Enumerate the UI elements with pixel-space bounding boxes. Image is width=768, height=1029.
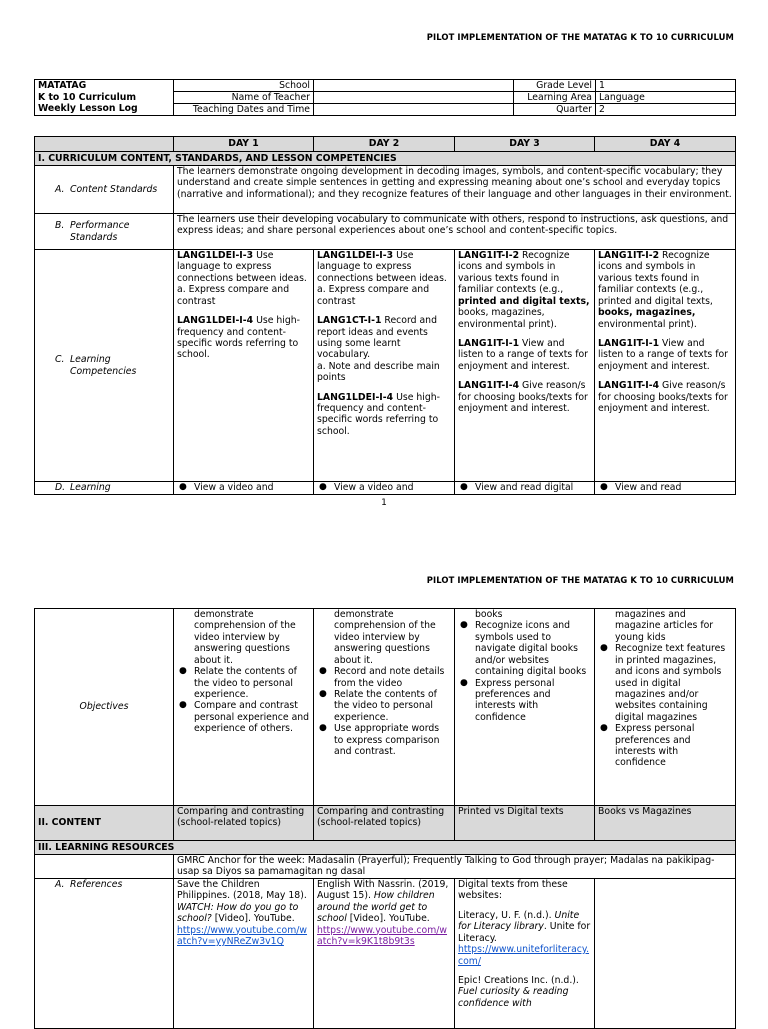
references-day-2: English With Nassrin. (2019, August 15). How children around the world get to school [Video]. YouTube. https://www.youtube.com/watch?v=k9K1t8b9t3s — [314, 879, 455, 1029]
competencies-day-2: LANG1LDEI-I-3 Use language to express connections between ideas. a. Express compare and contrast LANG1CT-I-1 Record and report ideas and events using some learnt vocabulary. a. Note and describe main points LANG1LDEI-I-4 Use high-frequency and content-specific words referring to school. — [314, 250, 455, 482]
objectives-day-4: magazines and magazine articles for young kids ● Recognize text features in printed magazines, and icons and symbols used in digital magazines and/or websites containing digital magazines ● Express personal preferences and interests with confidence — [595, 609, 736, 806]
teacher-label: Name of Teacher — [174, 92, 314, 104]
day-1-header: DAY 1 — [174, 137, 314, 152]
page-header: PILOT IMPLEMENTATION OF THE MATATAG K TO 10 CURRICULUM — [426, 32, 734, 42]
content-day-3: Printed vs Digital texts — [455, 806, 595, 841]
learning-day-2: ● View a video and — [314, 482, 455, 495]
reference-link-day-1[interactable]: https://www.youtube.com/watch?v=yyNReZw3v1Q — [177, 924, 308, 948]
content-standards-text: The learners demonstrate ongoing development in decoding images, symbols, and content-specific vocabulary; they understand and create simple sentences in getting and expressing meaning about one’s school and everyday topics (narrative and informational); and they recognize features of their language and other languages in their environment. — [174, 166, 736, 214]
quarter-label: Quarter — [514, 104, 596, 116]
page-header: PILOT IMPLEMENTATION OF THE MATATAG K TO 10 CURRICULUM — [426, 575, 734, 585]
school-label: School — [174, 80, 314, 92]
school-value[interactable] — [314, 80, 514, 92]
competencies-day-3: LANG1IT-I-2 Recognize icons and symbols in various texts found in familiar contexts (e.g., printed and digital texts, books, magazines, environmental print). LANG1IT-I-1 View and listen to a range of texts for enjoyment and interest. LANG1IT-I-4 Give reason/s for choosing books/texts for enjoyment and interest. — [455, 250, 595, 482]
teacher-value[interactable] — [314, 92, 514, 104]
content-day-1: Comparing and contrasting (school-related topics) — [174, 806, 314, 841]
learning-competencies-label: C. Learning Competencies — [35, 250, 174, 482]
learning-area-label: Learning Area — [514, 92, 596, 104]
grade-level-label: Grade Level — [514, 80, 596, 92]
objectives-label: Objectives — [35, 609, 174, 806]
grade-level-value[interactable]: 1 — [596, 80, 736, 92]
section-learning-resources: III. LEARNING RESOURCES — [35, 841, 736, 855]
page-2 — [0, 512, 768, 1024]
day-3-header: DAY 3 — [455, 137, 595, 152]
competencies-day-1: LANG1LDEI-I-3 Use language to express connections between ideas. a. Express compare and contrast LANG1LDEI-I-4 Use high-frequency and content-specific words referring to school. — [174, 250, 314, 482]
gmrc-anchor: GMRC Anchor for the week: Madasalin (Prayerful); Frequently Talking to God through prayer; Madalas na pakikipag-usap sa Diyos sa pamamagitan ng dasal — [174, 855, 736, 879]
references-day-4 — [595, 879, 736, 1029]
corner-cell — [35, 137, 174, 152]
day-4-header: DAY 4 — [595, 137, 736, 152]
lesson-plan-table-page1 — [34, 136, 736, 495]
competencies-day-4: LANG1IT-I-2 Recognize icons and symbols in various texts found in familiar contexts (e.g., printed and digital texts, books, magazines, environmental print). LANG1IT-I-1 View and listen to a range of texts for enjoyment and interest. LANG1IT-I-4 Give reason/s for choosing books/texts for enjoyment and interest. — [595, 250, 736, 482]
references-day-3: Digital texts from these websites: Literacy, U. F. (n.d.). Unite for Literacy library. Unite for Literacy. https://www.uniteforliteracy.com/ Epic! Creations Inc. (n.d.). Fuel curiosity & reading confidence with — [455, 879, 595, 1029]
objectives-day-2: demonstrate comprehension of the video interview by answering questions about it. ● Record and note details from the video ● Relate the contents of the video to personal experience. ● Use appropriate words to express comparison and contrast. — [314, 609, 455, 806]
learning-area-value[interactable]: Language — [596, 92, 736, 104]
objectives-day-3: books ● Recognize icons and symbols used to navigate digital books and/or websites containing digital books ● Express personal preferences and interests with confidence — [455, 609, 595, 806]
dates-value[interactable] — [314, 104, 514, 116]
learning-day-3: ● View and read digital — [455, 482, 595, 495]
quarter-value[interactable]: 2 — [596, 104, 736, 116]
log-title: MATATAG K to 10 Curriculum Weekly Lesson Log — [35, 80, 174, 116]
page-number: 1 — [381, 498, 387, 508]
references-label: A. References — [35, 879, 174, 1029]
learning-day-1: ● View a video and — [174, 482, 314, 495]
content-day-4: Books vs Magazines — [595, 806, 736, 841]
reference-link-day-3[interactable]: https://www.uniteforliteracy.com/ — [458, 944, 590, 967]
learning-day-4: ● View and read — [595, 482, 736, 495]
performance-standards-label: B. Performance Standards — [35, 214, 174, 250]
gmrc-spacer — [35, 855, 174, 879]
references-day-1: Save the Children Philippines. (2018, May 18). WATCH: How do you go to school? [Video]. YouTube. https://www.youtube.com/watch?v=yyNReZw3v1Q — [174, 879, 314, 1029]
content-standards-label: A. Content Standards — [35, 166, 174, 214]
reference-link-day-2[interactable]: https://www.youtube.com/watch?v=k9K1t8b9t3s — [317, 924, 448, 948]
day-2-header: DAY 2 — [314, 137, 455, 152]
lesson-log-info-table — [34, 79, 736, 116]
page-1 — [0, 0, 768, 512]
content-label: II. CONTENT — [35, 806, 174, 841]
dates-label: Teaching Dates and Time — [174, 104, 314, 116]
learning-objectives-label: D. Learning — [35, 482, 174, 495]
section-curriculum: I. CURRICULUM CONTENT, STANDARDS, AND LESSON COMPETENCIES — [35, 152, 736, 166]
performance-standards-text: The learners use their developing vocabulary to communicate with others, respond to instructions, ask questions, and express ideas; and share personal experiences about one’s school and content-specific topics. — [174, 214, 736, 250]
objectives-day-1: demonstrate comprehension of the video interview by answering questions about it. ● Relate the contents of the video to personal experience. ● Compare and contrast personal experience and experience of others. — [174, 609, 314, 806]
lesson-plan-table-page2 — [34, 608, 736, 1029]
content-day-2: Comparing and contrasting (school-related topics) — [314, 806, 455, 841]
